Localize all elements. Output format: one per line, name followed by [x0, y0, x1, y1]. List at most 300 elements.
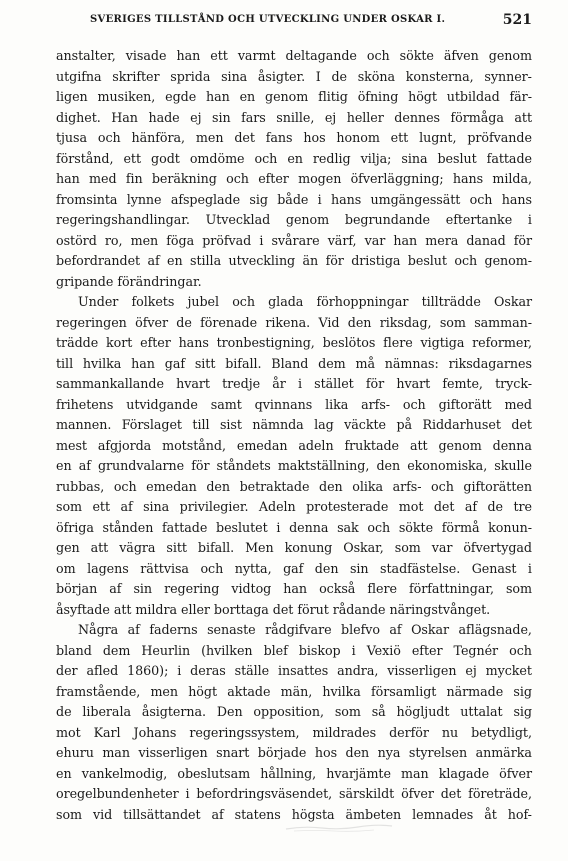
word: fars — [241, 109, 266, 125]
text-line — [56, 67, 532, 88]
word: milda, — [492, 171, 532, 186]
word: utvidgande — [126, 396, 198, 412]
word: var — [431, 540, 453, 555]
word: att — [90, 540, 109, 555]
text-line — [56, 210, 532, 231]
word: och — [367, 519, 391, 535]
word: ställe — [234, 663, 270, 678]
word: andra, — [337, 663, 379, 678]
word: och — [402, 396, 426, 412]
word: danad — [466, 232, 506, 248]
word: öfvertygad — [463, 540, 532, 555]
word: kort — [106, 335, 133, 350]
word: tryck- — [495, 376, 532, 391]
word: ej — [324, 109, 337, 125]
word: den — [206, 478, 231, 494]
text-line — [56, 764, 532, 785]
text-line — [56, 190, 532, 211]
word: betraktade — [239, 478, 310, 494]
word: flere — [367, 581, 397, 596]
word: som — [56, 499, 83, 514]
word: de — [487, 499, 503, 514]
word: hvarjämte — [326, 765, 391, 781]
word: rikena. — [265, 314, 311, 330]
word: lag — [314, 417, 334, 432]
word: blefvo — [341, 622, 380, 637]
word: ämbeten — [345, 806, 402, 822]
word: mycket — [485, 663, 532, 678]
word: förstånd, — [56, 150, 114, 166]
word: det — [511, 417, 532, 432]
word: och — [431, 478, 454, 494]
word: som — [56, 806, 83, 822]
word: bifall. — [197, 540, 235, 555]
word: femte, — [442, 376, 483, 391]
word: flitig — [318, 89, 348, 104]
word: han — [131, 355, 155, 371]
word: vid — [93, 806, 113, 822]
word: efter — [411, 642, 443, 658]
word: han — [283, 581, 308, 596]
word: egde — [165, 89, 197, 104]
word: hans — [452, 171, 484, 186]
word: hvilka — [82, 355, 122, 371]
word: rubbas, — [56, 478, 105, 494]
word: ett — [92, 499, 111, 514]
word: en — [56, 458, 72, 473]
word: vidtog — [231, 581, 272, 596]
word: det — [234, 130, 255, 145]
word: hos — [303, 130, 326, 145]
word: hade — [148, 109, 180, 125]
word: musiken, — [97, 89, 156, 104]
word: beslut — [437, 150, 477, 166]
word: pröfvad — [202, 232, 252, 248]
word: han — [206, 89, 230, 104]
word: lagens — [87, 560, 129, 576]
book-page — [56, 8, 532, 825]
word: umgängessätt — [370, 191, 461, 207]
running-title: SVERIGES TILLSTÅND OCH UTVECKLING UNDER OSKAR I. — [90, 14, 446, 25]
word: i — [177, 663, 182, 678]
word: och — [232, 294, 255, 309]
word: den — [319, 478, 343, 494]
word: både — [277, 191, 309, 207]
word: afled — [86, 663, 119, 678]
word: öfverläggning; — [350, 171, 444, 186]
word: obeslutsam — [177, 765, 251, 781]
word: Oskar — [411, 622, 450, 637]
text-line — [56, 784, 532, 805]
word: skulle — [494, 458, 532, 473]
text-line — [56, 661, 532, 682]
word: började — [257, 745, 307, 760]
word: åsigter. — [257, 68, 306, 84]
word: ej — [190, 109, 202, 125]
word: glada — [268, 294, 304, 309]
word: i — [351, 642, 356, 658]
word: det — [433, 499, 455, 514]
text-line — [56, 251, 532, 272]
word: mogen — [298, 171, 342, 186]
word: den — [345, 745, 370, 760]
word: nya — [377, 745, 401, 760]
word: folkets — [131, 294, 175, 309]
word: en — [56, 765, 72, 781]
word: och — [254, 150, 278, 166]
text-line — [56, 641, 532, 662]
text-line — [56, 231, 532, 252]
word: befordringsväsendet, — [196, 786, 333, 801]
word: anmärka — [475, 745, 532, 760]
word: denna — [492, 437, 532, 453]
word: beslut — [407, 253, 447, 268]
word: om — [56, 560, 76, 576]
word: dem — [102, 642, 131, 658]
word: framstående, — [56, 683, 141, 699]
word: lika — [325, 396, 349, 412]
word: gen — [56, 540, 80, 555]
word: arfs- — [361, 396, 391, 412]
word: biskop — [298, 642, 341, 658]
word: Under — [78, 294, 119, 309]
word: af — [127, 622, 140, 637]
word: så — [371, 704, 386, 719]
text-line — [56, 169, 532, 190]
word: Några — [78, 622, 119, 637]
word: afgjorda — [97, 437, 152, 453]
word: fattade — [486, 150, 532, 166]
word: grundvalarne — [97, 458, 185, 473]
word: af — [464, 499, 478, 514]
word: beslötos — [322, 335, 376, 350]
word: än — [302, 253, 319, 268]
word: åt — [484, 806, 497, 822]
word: mest — [56, 437, 87, 453]
word: giftorätt — [438, 396, 492, 412]
text-line — [56, 333, 532, 354]
word: opposition, — [253, 704, 324, 719]
word: genom — [438, 437, 482, 453]
word: visade — [125, 48, 167, 63]
word: fromsinta — [56, 191, 118, 207]
word: aflägsnade, — [458, 622, 532, 637]
word: företräde, — [468, 786, 532, 801]
word: det — [440, 786, 462, 801]
text-line — [56, 87, 532, 108]
word: en — [167, 253, 183, 268]
word: nämnas: — [384, 355, 439, 371]
word: riksdagarnes — [448, 355, 532, 371]
word: af — [78, 458, 91, 473]
word: högsta — [291, 806, 335, 822]
word: sak — [337, 519, 359, 535]
word: de — [176, 314, 192, 330]
text-line — [56, 313, 532, 334]
word: föga — [166, 232, 195, 248]
word: hållning, — [260, 765, 317, 781]
word: privilegier. — [179, 499, 249, 514]
word: nu — [441, 724, 459, 740]
word: omdöme — [189, 150, 245, 166]
word: hänföra, — [131, 130, 186, 145]
word: i — [317, 191, 322, 207]
word: mera — [425, 232, 459, 248]
word: den — [376, 458, 401, 473]
word: Vid — [318, 314, 340, 330]
word: Han — [111, 109, 138, 125]
word: tillträdde — [421, 294, 481, 309]
word: derför — [389, 724, 429, 740]
word: ehuru — [56, 745, 94, 760]
word: olika — [352, 478, 384, 494]
word: må — [355, 355, 375, 371]
word: genom- — [484, 253, 532, 268]
word: sökte — [399, 48, 434, 63]
word: 1860); — [127, 663, 169, 678]
word: samt — [210, 396, 242, 412]
word: stadfästelse. — [380, 560, 461, 576]
word: Riddarhuset — [422, 417, 501, 432]
word: aktade — [227, 683, 271, 699]
word: den — [347, 314, 372, 330]
text-line — [56, 108, 532, 129]
word: högt — [188, 683, 218, 699]
word: af — [109, 581, 122, 596]
word: förmå — [441, 519, 480, 535]
word: konung — [284, 540, 333, 555]
word: och — [509, 642, 532, 658]
word: till — [192, 417, 210, 432]
word: flere — [383, 335, 413, 350]
word: redlig — [312, 150, 351, 166]
word: begrundande — [344, 212, 430, 227]
word: ligen — [56, 89, 88, 104]
text-line: gripande förändringar. — [56, 273, 202, 289]
word: varmt — [237, 48, 276, 63]
word: också — [319, 581, 356, 596]
word: högljudt — [396, 704, 450, 719]
word: sist — [219, 417, 242, 432]
word: Förslaget — [121, 417, 182, 432]
word: liberala — [82, 704, 131, 719]
word: man — [102, 745, 130, 760]
word: qvinnans — [254, 396, 313, 412]
text-line — [56, 702, 532, 723]
word: till — [56, 355, 74, 371]
word: uttalat — [460, 704, 503, 719]
word: sökte — [398, 519, 434, 535]
word: jubel — [187, 294, 220, 309]
word: Men — [245, 540, 274, 555]
word: och — [366, 48, 390, 63]
word: Tegnér — [453, 642, 499, 658]
word: som — [439, 314, 466, 330]
word: ett — [210, 48, 228, 63]
word: men — [195, 130, 224, 145]
word: faderns — [149, 622, 198, 637]
word: han — [56, 171, 80, 186]
word: den — [314, 560, 339, 576]
word: Oskar, — [343, 540, 384, 555]
word: stånden — [102, 519, 154, 535]
word: en — [239, 89, 256, 104]
word: han — [176, 48, 201, 63]
word: snart — [216, 745, 250, 760]
word: lemnades — [412, 806, 474, 822]
word: men — [130, 232, 159, 248]
word: beräkning — [151, 171, 217, 186]
word: Karl — [93, 724, 121, 740]
word: konsterna, — [405, 68, 474, 84]
word: betydligt, — [471, 724, 532, 740]
word: skrifter — [112, 68, 160, 84]
word: som — [334, 704, 361, 719]
word: på — [396, 417, 413, 432]
word: nämnda — [252, 417, 304, 432]
word: som — [394, 540, 421, 555]
text-line — [56, 559, 532, 580]
word: en — [287, 150, 303, 166]
word: ostörd — [56, 232, 97, 248]
word: vigtiga — [420, 335, 465, 350]
word: väckte — [344, 417, 386, 432]
word: sin — [349, 560, 369, 576]
text-line — [56, 723, 532, 744]
word: äfven — [443, 48, 479, 63]
word: dighet. — [56, 109, 101, 125]
word: Utvecklad — [205, 212, 271, 227]
word: sitt — [194, 355, 216, 371]
word: maktställning, — [277, 458, 370, 473]
text-line — [56, 620, 532, 641]
word: män, — [280, 683, 313, 699]
text-line — [56, 682, 532, 703]
word: sig — [249, 191, 268, 207]
word: tronbestigning, — [216, 335, 315, 350]
text-line — [56, 46, 532, 67]
word: regeringssystem, — [189, 724, 300, 740]
word: och — [454, 253, 478, 268]
word: sin — [133, 581, 153, 596]
page-number: 521 — [502, 12, 532, 28]
word: början — [56, 581, 98, 596]
word: deltagande — [285, 48, 357, 63]
word: Genast — [471, 560, 517, 576]
word: reformer, — [472, 335, 532, 350]
word: i — [297, 376, 302, 391]
text-line — [56, 579, 532, 600]
word: sina — [221, 68, 248, 84]
word: mot — [398, 499, 424, 514]
word: öfver — [499, 765, 532, 781]
word: de — [56, 704, 72, 719]
word: var — [364, 232, 386, 248]
word: giftorätten — [463, 478, 532, 494]
word: författningar, — [408, 581, 494, 596]
word: sin — [212, 109, 231, 125]
word: gaf — [283, 560, 304, 576]
word: de — [331, 68, 347, 84]
word: sig — [513, 704, 532, 719]
word: insattes — [278, 663, 329, 678]
word: befordrandet — [56, 253, 141, 268]
word: tjusa — [56, 130, 88, 145]
word: ekonomiska, — [407, 458, 488, 473]
word: af — [120, 499, 133, 514]
word: sitt — [166, 540, 187, 555]
word: fans — [265, 130, 293, 145]
word: Bland — [271, 355, 309, 371]
word: utgifna — [56, 68, 102, 84]
word: vägra — [119, 540, 156, 555]
word: sig — [513, 683, 532, 699]
word: att — [409, 437, 428, 453]
word: gaf — [164, 355, 185, 371]
word: sammankallande — [56, 376, 164, 391]
word: senaste — [207, 622, 256, 637]
text-line — [56, 497, 532, 518]
word: godt — [151, 150, 180, 166]
text-line — [56, 415, 532, 436]
word: regeringshandlingar. — [56, 212, 190, 227]
word: högt — [408, 89, 437, 104]
word: anstalter, — [56, 48, 116, 63]
word: fruktade — [344, 437, 400, 453]
word: i — [527, 212, 532, 227]
word: fin — [125, 171, 143, 186]
word: med — [504, 396, 532, 412]
word: hans — [501, 191, 532, 207]
word: protesterade — [306, 499, 389, 514]
word: vankelmodig, — [81, 765, 168, 781]
word: för — [191, 458, 210, 473]
word: genom — [265, 89, 309, 104]
word: ståndets — [216, 458, 271, 473]
word: Vexiö — [366, 642, 401, 658]
word: sprida — [170, 68, 211, 84]
word: visserligen — [138, 745, 208, 760]
word: dristiga — [351, 253, 401, 268]
word: efter — [140, 335, 171, 350]
word: öfriga — [56, 519, 94, 535]
word: mannen. — [56, 417, 112, 432]
word: närmade — [446, 683, 504, 699]
word: för — [513, 232, 532, 248]
word: förhoppningar — [316, 294, 409, 309]
text-line — [56, 436, 532, 457]
text-line — [56, 374, 532, 395]
word: Oskar — [494, 294, 532, 309]
word: visserligen — [387, 663, 457, 678]
word: man — [401, 765, 429, 781]
word: hvilka — [322, 683, 361, 699]
word: och — [97, 130, 121, 145]
word: som — [505, 581, 532, 596]
word: vilja; — [360, 150, 392, 166]
word: emedan — [236, 437, 288, 453]
word: hof- — [507, 806, 532, 822]
word: ej — [465, 663, 477, 678]
word: bland — [56, 642, 92, 658]
word: hans — [330, 191, 362, 207]
word: frihetens — [56, 396, 114, 412]
word: mot — [56, 724, 81, 740]
word: och — [226, 171, 249, 186]
word: sina — [401, 150, 428, 166]
word: nytta, — [234, 560, 272, 576]
word: förenade — [200, 314, 258, 330]
